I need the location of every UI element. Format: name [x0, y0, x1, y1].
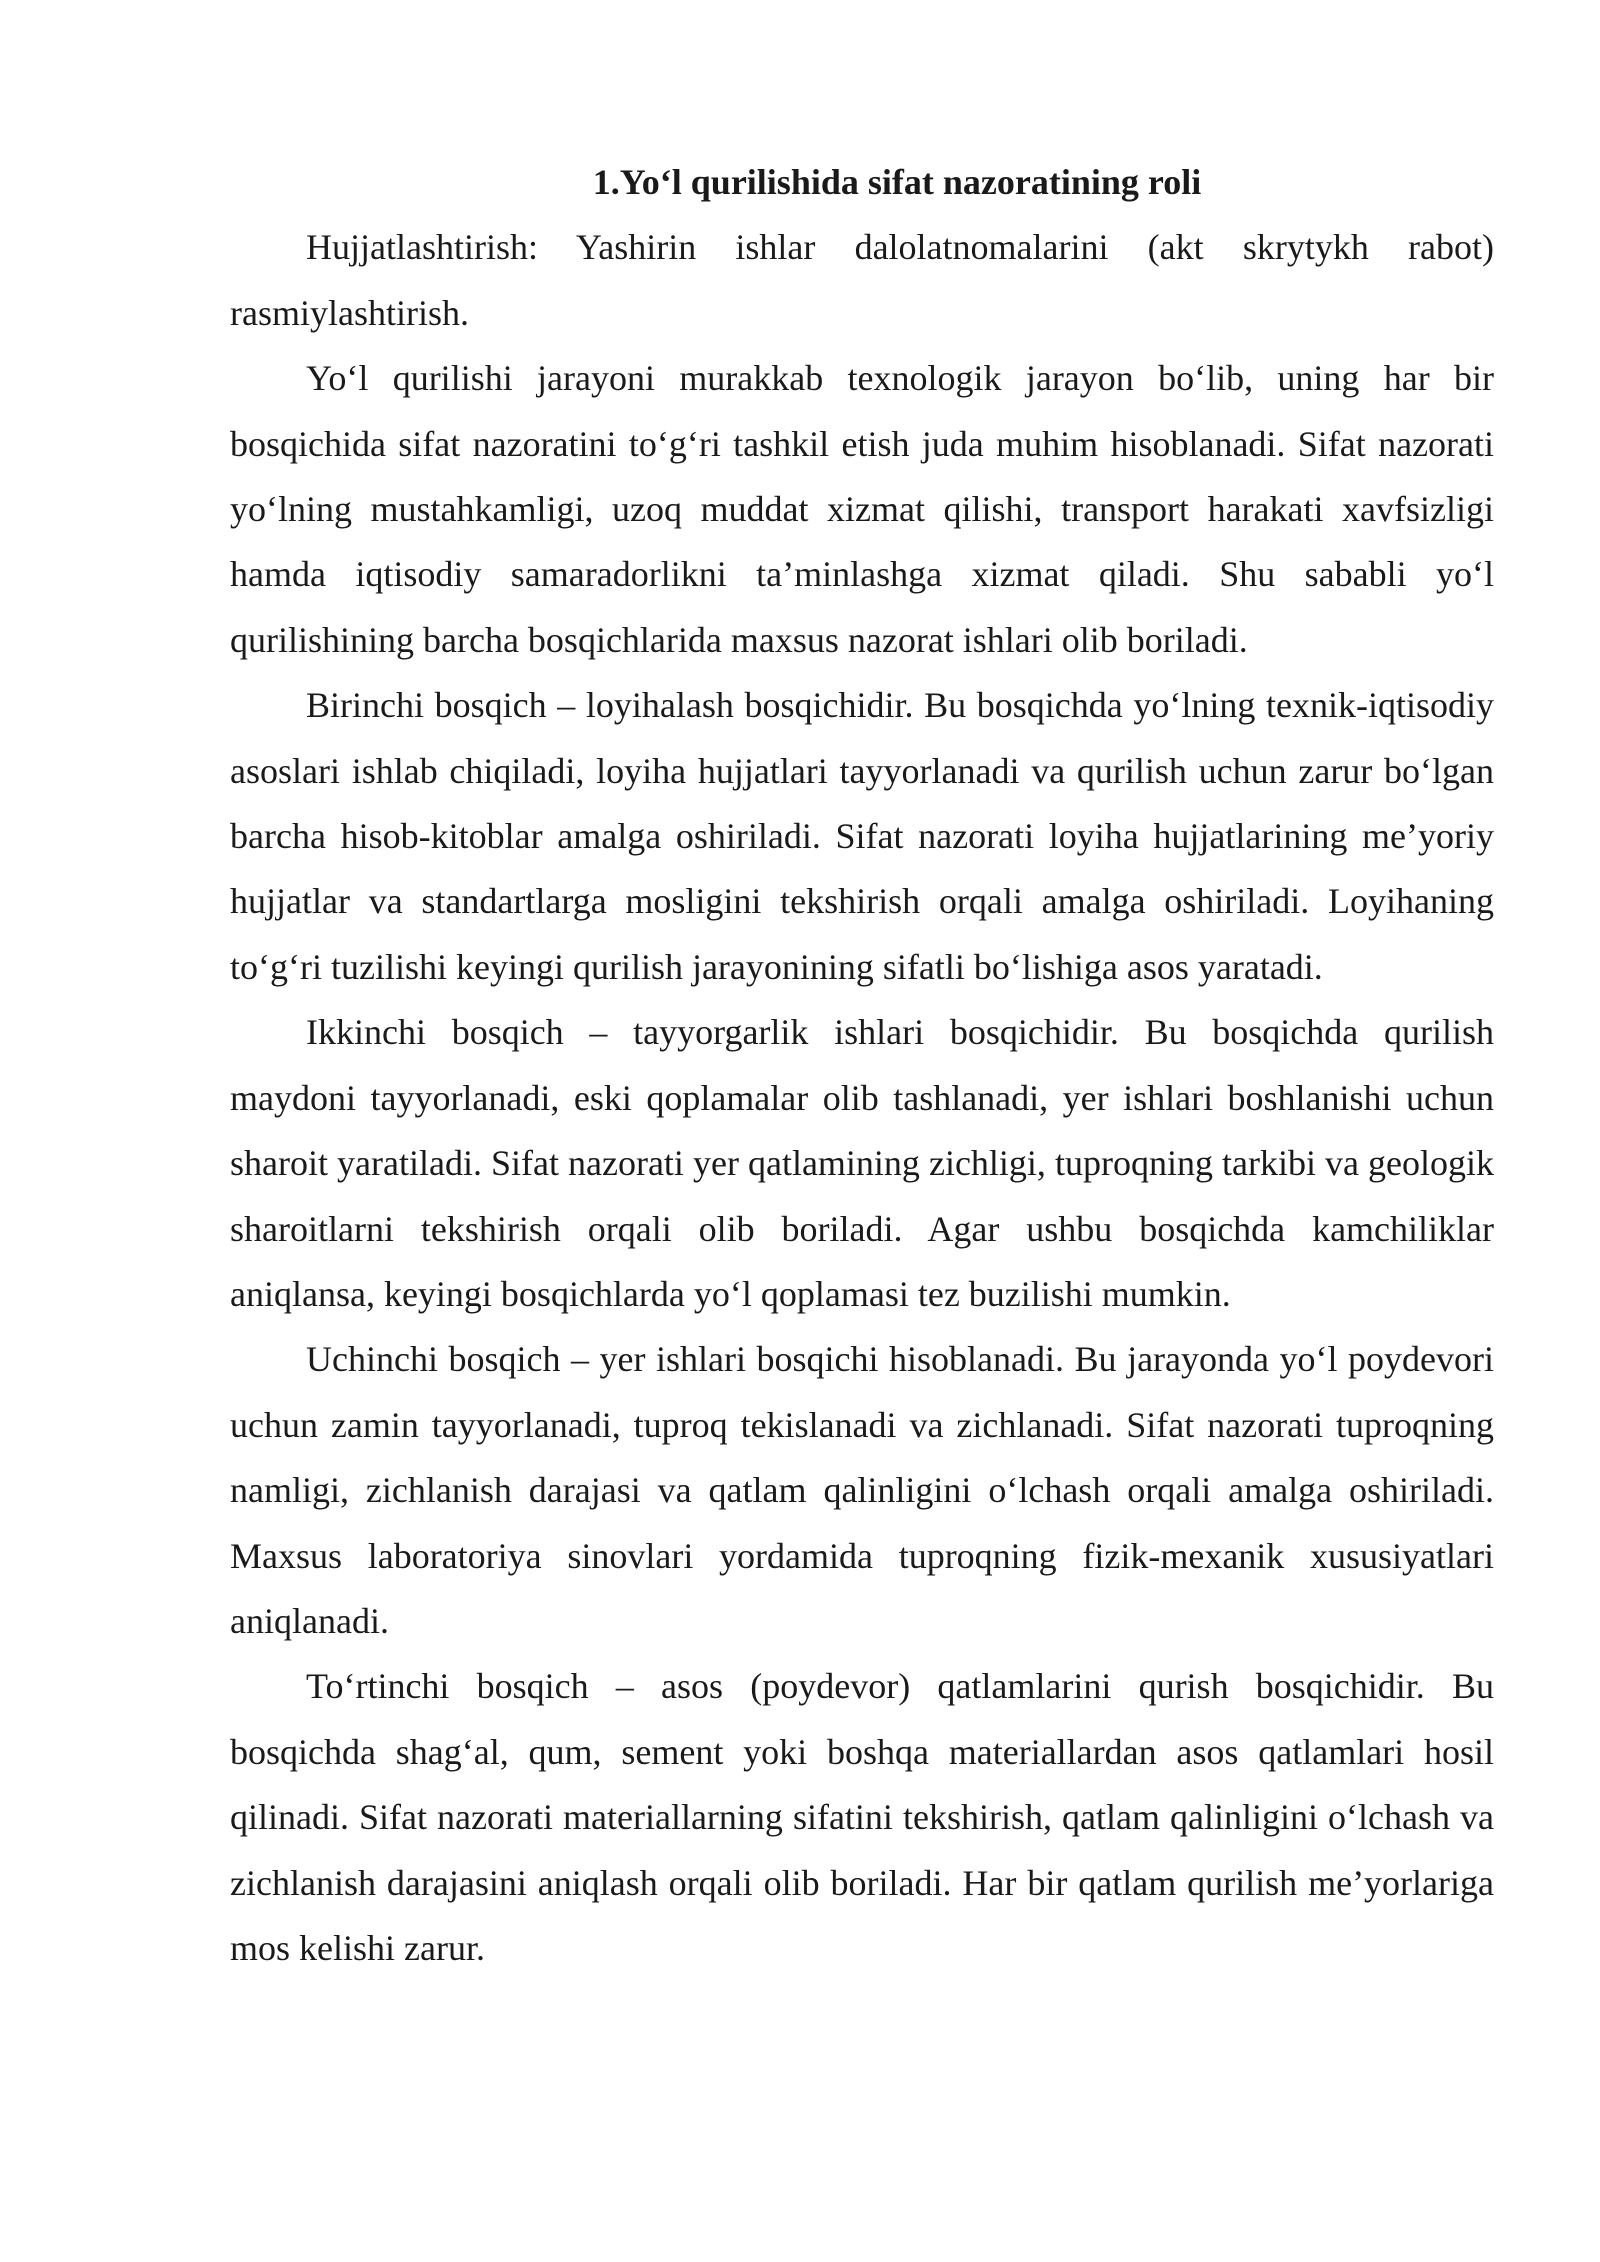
- paragraph-introduction: Yo‘l qurilishi jarayoni murakkab texnologik jarayon bo‘lib, uning har bir bosqichida sifat nazoratini to‘g‘ri tashkil etish juda muhim hisoblanadi. Sifat nazorati yo‘lning mustahkamligi, uzoq muddat xizmat qilishi, transport harakati xavfsizligi hamda iqtisodiy samaradorlikni ta’minlashga xizmat qiladi. Shu sababli yo‘l qurilishining barcha bosqichlarida maxsus nazorat ishlari olib boriladi.: [230, 358, 1494, 660]
- paragraph-stage-four: To‘rtinchi bosqich – asos (poydevor) qatlamlarini qurish bosqichidir. Bu bosqichda shag‘al, qum, sement yoki boshqa materiallardan asos qatlamlari hosil qilinadi. Sifat nazorati materiallarning sifatini tekshirish, qatlam qalinligini o‘lchash va zichlanish darajasini aniqlash orqali olib boriladi. Har bir qatlam qurilish me’yorlariga mos kelishi zarur.: [230, 1666, 1494, 1968]
- paragraph-stage-three: Uchinchi bosqich – yer ishlari bosqichi hisoblanadi. Bu jarayonda yo‘l poydevori uchun zamin tayyorlanadi, tuproq tekislanadi va zichlanadi. Sifat nazorati tuproqning namligi, zichlanish darajasi va qatlam qalinligini o‘lchash orqali amalga oshiriladi. Maxsus laboratoriya sinovlari yordamida tuproqning fizik-mexanik xususiyatlari aniqlanadi.: [230, 1339, 1494, 1641]
- paragraph-stage-one: Birinchi bosqich – loyihalash bosqichidir. Bu bosqichda yo‘lning texnik-iqtisodiy asoslari ishlab chiqiladi, loyiha hujjatlari tayyorlanadi va qurilish uchun zarur bo‘lgan barcha hisob-kitoblar amalga oshiriladi. Sifat nazorati loyiha hujjatlarining me’yoriy hujjatlar va standartlarga mosligini tekshirish orqali amalga oshiriladi. Loyihaning to‘g‘ri tuzilishi keyingi qurilish jarayonining sifatli bo‘lishiga asos yaratadi.: [230, 685, 1494, 987]
- document-body: [230, 150, 1494, 1981]
- paragraph-documentation: Hujjatlashtirish: Yashirin ishlar dalolatnomalarini (akt skrytykh rabot) rasmiylashtirish.: [230, 227, 1494, 333]
- paragraph-stage-two: Ikkinchi bosqich – tayyorgarlik ishlari bosqichidir. Bu bosqichda qurilish maydoni tayyorlanadi, eski qoplamalar olib tashlanadi, yer ishlari boshlanishi uchun sharoit yaratiladi. Sifat nazorati yer qatlamining zichligi, tuproqning tarkibi va geologik sharoitlarni tekshirish orqali olib boriladi. Agar ushbu bosqichda kamchiliklar aniqlansa, keyingi bosqichlarda yo‘l qoplamasi tez buzilishi mumkin.: [230, 1012, 1494, 1314]
- document-title: 1.Yo‘l qurilishida sifat nazoratining roli: [592, 162, 1202, 202]
